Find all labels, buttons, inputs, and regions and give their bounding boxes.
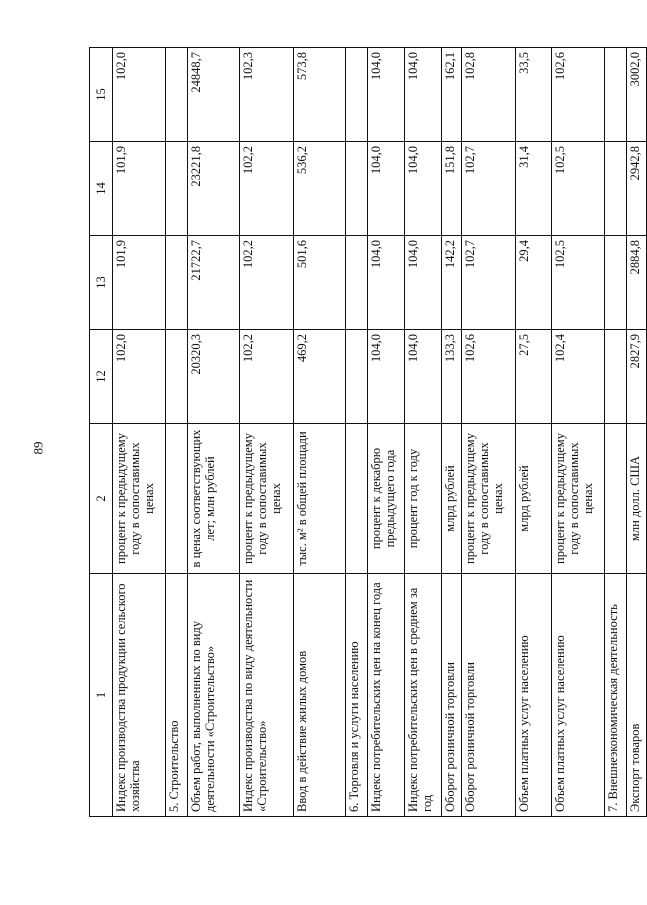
table-row: [112, 48, 166, 817]
value-cell: 102,7: [462, 142, 516, 236]
page-number: 89: [30, 441, 46, 455]
table-row: [515, 48, 551, 817]
value-cell: 536,2: [293, 142, 345, 236]
value-cell: 102,2: [240, 236, 294, 330]
table-row: [367, 48, 404, 817]
table-row: [240, 48, 294, 817]
value-cell: 501,6: [293, 236, 345, 330]
empty-cell: [346, 236, 367, 330]
value-cell: 102,6: [462, 330, 516, 424]
value-cell: 24848,7: [187, 48, 239, 142]
value-cell: 102,4: [551, 330, 605, 424]
value-cell: 104,0: [404, 48, 441, 142]
value-cell: 102,0: [112, 48, 166, 142]
value-cell: 162,1: [441, 48, 461, 142]
value-cell: 3002,0: [626, 48, 646, 142]
rotated-table-area: [89, 48, 647, 817]
value-cell: 102,7: [462, 236, 516, 330]
table-row: [551, 48, 605, 817]
value-cell: 104,0: [367, 48, 404, 142]
empty-cell: [166, 142, 187, 236]
table-row: [626, 48, 646, 817]
empty-cell: [605, 236, 626, 330]
value-cell: 33,5: [515, 48, 551, 142]
value-cell: 102,3: [240, 48, 294, 142]
value-cell: 2884,8: [626, 236, 646, 330]
value-cell: 21722,7: [187, 236, 239, 330]
table-row: [462, 48, 516, 817]
indicator-name: Объем платных услуг населению: [515, 574, 551, 817]
table-row: [441, 48, 461, 817]
indicator-name: Индекс потребительских цен на конец года: [367, 574, 404, 817]
section-row: [166, 48, 187, 817]
empty-cell: [346, 424, 367, 574]
section-title: 6. Торговля и услуги населению: [346, 574, 367, 817]
value-cell: 104,0: [404, 142, 441, 236]
value-cell: 102,0: [112, 330, 166, 424]
empty-cell: [166, 330, 187, 424]
value-cell: 469,2: [293, 330, 345, 424]
value-cell: 104,0: [367, 236, 404, 330]
indicator-name: Экспорт товаров: [626, 574, 646, 817]
value-cell: 104,0: [404, 330, 441, 424]
empty-cell: [166, 236, 187, 330]
value-cell: 20320,3: [187, 330, 239, 424]
unit-cell: млн долл. США: [626, 424, 646, 574]
value-cell: 27,5: [515, 330, 551, 424]
value-cell: 102,6: [551, 48, 605, 142]
value-cell: 151,8: [441, 142, 461, 236]
column-number: 13: [90, 236, 113, 330]
empty-cell: [346, 142, 367, 236]
forecast-table: [89, 48, 647, 817]
value-cell: 23221,8: [187, 142, 239, 236]
value-cell: 102,8: [462, 48, 516, 142]
table-row: [404, 48, 441, 817]
indicator-name: Ввод в действие жилых домов: [293, 574, 345, 817]
value-cell: 2942,8: [626, 142, 646, 236]
indicator-name: Объем работ, выполненных по виду деятельности «Строительство»: [187, 574, 239, 817]
value-cell: 142,2: [441, 236, 461, 330]
value-cell: 102,2: [240, 330, 294, 424]
empty-cell: [605, 142, 626, 236]
empty-cell: [166, 424, 187, 574]
value-cell: 31,4: [515, 142, 551, 236]
unit-cell: процент к декабрю предыдущего года: [367, 424, 404, 574]
unit-cell: в ценах соответствующих лет; млн рублей: [187, 424, 239, 574]
value-cell: 101,9: [112, 142, 166, 236]
section-title: 5. Строительство: [166, 574, 187, 817]
column-number: 1: [90, 574, 113, 817]
indicator-name: Оборот розничной торговли: [462, 574, 516, 817]
indicator-name: Индекс потребительских цен в среднем за год: [404, 574, 441, 817]
unit-cell: процент год к году: [404, 424, 441, 574]
indicator-name: Объем платных услуг населению: [551, 574, 605, 817]
table-body: [90, 48, 647, 817]
value-cell: 102,2: [240, 142, 294, 236]
empty-cell: [605, 330, 626, 424]
value-cell: 102,5: [551, 142, 605, 236]
value-cell: 104,0: [367, 142, 404, 236]
value-cell: 104,0: [367, 330, 404, 424]
column-number: 14: [90, 142, 113, 236]
unit-cell: процент к предыдущему году в сопоставимых ценах: [462, 424, 516, 574]
value-cell: 573,8: [293, 48, 345, 142]
column-number: 2: [90, 424, 113, 574]
empty-cell: [605, 48, 626, 142]
value-cell: 133,3: [441, 330, 461, 424]
unit-cell: процент к предыдущему году в сопоставимых ценах: [240, 424, 294, 574]
section-title: 7. Внешнеэкономическая деятельность: [605, 574, 626, 817]
unit-cell: млрд рублей: [441, 424, 461, 574]
indicator-name: Индекс производства по виду деятельности «Строительство»: [240, 574, 294, 817]
indicator-name: Индекс производства продукции сельского хозяйства: [112, 574, 166, 817]
table-row: [293, 48, 345, 817]
unit-cell: тыс. м² в общей площади: [293, 424, 345, 574]
empty-cell: [166, 48, 187, 142]
unit-cell: млрд рублей: [515, 424, 551, 574]
value-cell: 29,4: [515, 236, 551, 330]
value-cell: 102,5: [551, 236, 605, 330]
section-row: [605, 48, 626, 817]
section-row: [346, 48, 367, 817]
indicator-name: Оборот розничной торговли: [441, 574, 461, 817]
empty-cell: [346, 48, 367, 142]
unit-cell: процент к предыдущему году в сопоставимых ценах: [551, 424, 605, 574]
unit-cell: процент к предыдущему году в сопоставимых ценах: [112, 424, 166, 574]
column-number: 15: [90, 48, 113, 142]
column-number: 12: [90, 330, 113, 424]
value-cell: 104,0: [404, 236, 441, 330]
table-row: [187, 48, 239, 817]
value-cell: 2827,9: [626, 330, 646, 424]
empty-cell: [346, 330, 367, 424]
column-number-row: [90, 48, 113, 817]
value-cell: 101,9: [112, 236, 166, 330]
empty-cell: [605, 424, 626, 574]
